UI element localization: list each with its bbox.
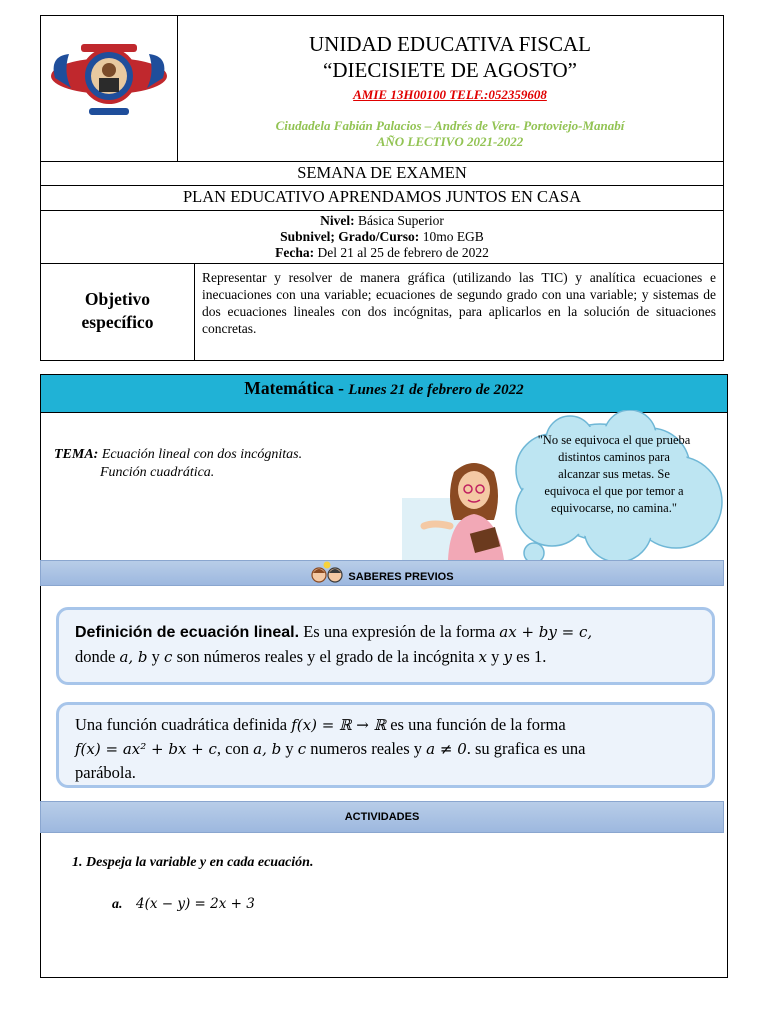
school-name-line1: UNIDAD EDUCATIVA FISCAL <box>309 32 591 56</box>
logo-cell <box>40 15 178 162</box>
lesson-header <box>41 375 727 413</box>
quad-formula1: f(x) = ℝ → ℝ <box>291 716 387 734</box>
linear-line2: donde a, b y c son números reales y el grado de la incógnita x y y es 1. <box>75 647 547 666</box>
nivel-line: Nivel: Básica Superior <box>320 213 444 228</box>
exam-week: SEMANA DE EXAMEN <box>297 163 467 182</box>
sub-a-equation: 4(x − y) = 2x + 3 <box>136 896 255 912</box>
school-address: Ciudadela Fabián Palacios – Andrés de Vera- Portoviejo-Manabí <box>275 118 625 133</box>
kids-icon <box>310 561 344 593</box>
fecha-line: Fecha: Del 21 al 25 de febrero de 2022 <box>275 245 489 260</box>
objective-label-cell <box>40 263 195 361</box>
objective-text: Representar y resolver de manera gráfica (utilizando las TIC) y analítica ecuaciones e inecuaciones con una variable; ecuaciones de segundo grado con una variable; y sistemas de dos ecuaciones lineales con dos incógnitas, para aplicarlos en la solución de situaciones concretas. <box>202 270 716 336</box>
school-year: AÑO LECTIVO 2021-2022 <box>376 134 524 149</box>
exam-week-row <box>40 161 724 186</box>
tema-label: TEMA: <box>54 447 99 462</box>
objective-label: Objetivo específico <box>81 289 154 332</box>
activity-sub-a <box>112 896 255 913</box>
plan-row <box>40 185 724 211</box>
quote-text: "No se equivoca el que prueba distintos caminos para alcanzar sus metas. Se equivoca el que por temor a equivocarse, no camina." <box>537 433 691 515</box>
objective-text-cell <box>194 263 724 361</box>
tema-line1: Ecuación lineal con dos incógnitas. <box>98 447 303 462</box>
amie-phone: AMIE 13H00100 TELF.:052359608 <box>353 87 547 102</box>
subnivel-line: Subnivel; Grado/Curso: 10mo EGB <box>280 229 484 244</box>
quad-line1: Una función cuadrática definida f(x) = ℝ → ℝ es una función de la forma <box>75 715 566 734</box>
activity-item-1: 1. Despeja la variable y en cada ecuación. <box>72 855 314 870</box>
school-name-line2: “DIECISIETE DE AGOSTO” <box>323 58 577 82</box>
quadratic-definition-box <box>56 702 715 788</box>
school-title-cell <box>177 15 724 162</box>
plan-title: PLAN EDUCATIVO APRENDAMOS JUNTOS EN CASA <box>182 187 582 206</box>
quad-line2: f(x) = ax² + bx + c, con a, b y c numeros reales y a ≠ 0. su grafica es una <box>75 739 586 758</box>
linear-definition-box <box>56 607 715 685</box>
linear-line1: Definición de ecuación lineal. Es una expresión de la forma ax + by = c, <box>75 622 593 641</box>
linear-title: Definición de ecuación lineal. <box>75 624 300 641</box>
quad-formula2: f(x) = ax² + bx + c <box>75 740 217 758</box>
actividades-band <box>40 801 724 833</box>
lesson-subject: Matemática - <box>244 378 349 398</box>
sub-a-label: a. <box>112 897 123 912</box>
tema-line2: Función cuadrática. <box>100 465 215 480</box>
tema-block <box>54 446 302 482</box>
actividades-label: ACTIVIDADES <box>344 811 420 823</box>
school-logo <box>41 16 177 161</box>
level-info <box>40 210 724 264</box>
saberes-previos-band <box>40 560 724 586</box>
saberes-previos-label: SABERES PREVIOS <box>348 570 454 583</box>
quad-line3: parábola. <box>75 763 136 782</box>
linear-formula: ax + by = c, <box>499 623 593 641</box>
lesson-date: Lunes 21 de febrero de 2022 <box>348 382 524 398</box>
